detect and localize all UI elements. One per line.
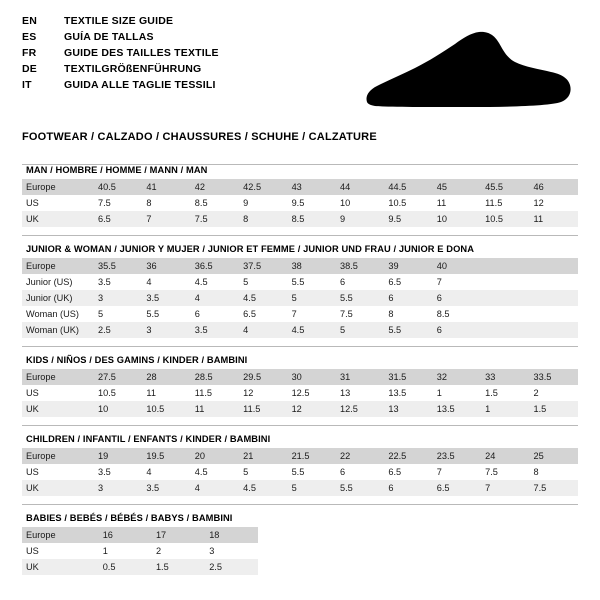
cell: 8.5	[194, 198, 208, 208]
language-title-list	[22, 14, 219, 93]
row-label: Junior (UK)	[22, 290, 94, 306]
table-row	[22, 195, 578, 211]
cell: 8	[146, 198, 152, 208]
cell: 4.5	[288, 322, 336, 338]
cell: 6	[339, 467, 346, 477]
cell: 2	[155, 546, 162, 556]
table-row	[22, 448, 578, 464]
cell: 20	[191, 448, 239, 464]
cell: 11.5	[194, 388, 212, 398]
cell: 6.5	[243, 309, 256, 319]
cell: 4	[191, 290, 239, 306]
cell: 10	[339, 198, 351, 208]
row-label: Europe	[22, 527, 99, 543]
cell: 25	[530, 448, 578, 464]
cell: 42.5	[239, 179, 287, 195]
cell: 45	[433, 179, 481, 195]
cell: 0.5	[99, 559, 152, 575]
cell	[530, 322, 578, 338]
cell-empty	[471, 559, 524, 575]
cell: 4	[146, 467, 152, 477]
cell: 10.5	[98, 388, 116, 398]
cell: 10	[94, 401, 142, 417]
size-table-kids	[22, 369, 578, 417]
cell-empty	[418, 527, 471, 543]
cell: 2.5	[205, 559, 258, 575]
cell: 5	[243, 467, 249, 477]
cell: 10.5	[481, 211, 529, 227]
cell-empty	[258, 559, 311, 575]
cell	[530, 274, 578, 290]
cell: 12.5	[291, 388, 310, 398]
language-code: FR	[22, 47, 37, 59]
cell: 43	[288, 179, 336, 195]
cell: 6.5	[388, 277, 402, 287]
row-label: Europe	[22, 258, 94, 274]
cell: 3.5	[142, 290, 190, 306]
row-label: US	[26, 546, 39, 556]
cell: 38	[288, 258, 336, 274]
cell	[481, 258, 529, 274]
language-code: DE	[22, 63, 37, 75]
language-row	[22, 30, 219, 45]
cell-empty	[418, 543, 471, 559]
cell: 1	[436, 388, 442, 398]
cell: 1	[102, 546, 108, 556]
cell: 11.5	[239, 401, 287, 417]
table-row	[22, 527, 578, 543]
cell: 7	[142, 211, 190, 227]
cell: 7	[436, 467, 442, 477]
row-label: US	[26, 467, 39, 477]
cell: 5.5	[336, 290, 384, 306]
cell	[530, 258, 578, 274]
cell-empty	[525, 559, 578, 575]
cell: 6	[433, 322, 481, 338]
cell: 19	[94, 448, 142, 464]
cell: 7.5	[339, 309, 353, 319]
cell: 30	[288, 369, 336, 385]
section-title: KIDS / NIÑOS / DES GAMINS / KINDER / BAMBINI	[22, 346, 578, 369]
cell: 1	[481, 401, 529, 417]
cell: 45.5	[481, 179, 529, 195]
cell: 11	[436, 198, 447, 208]
language-row	[22, 46, 219, 61]
language-code: IT	[22, 79, 32, 91]
cell: 32	[433, 369, 481, 385]
cell: 40.5	[94, 179, 142, 195]
cell: 5	[336, 322, 384, 338]
row-label: US	[26, 198, 39, 208]
table-row	[22, 322, 578, 338]
table-row	[22, 480, 578, 496]
cell: 41	[142, 179, 190, 195]
cell: 36.5	[191, 258, 239, 274]
cell: 36	[142, 258, 190, 274]
cell: 4.5	[239, 480, 287, 496]
cell: 5	[98, 309, 104, 319]
language-row	[22, 62, 219, 77]
cell	[530, 290, 578, 306]
cell: 4.5	[194, 277, 208, 287]
row-label: UK	[22, 401, 94, 417]
table-row	[22, 385, 578, 401]
cell: 5.5	[146, 309, 160, 319]
cell: 5	[288, 480, 336, 496]
cell: 2.5	[94, 322, 142, 338]
cell: 40	[433, 258, 481, 274]
row-label: UK	[22, 559, 99, 575]
cell: 42	[191, 179, 239, 195]
cell: 11	[530, 211, 578, 227]
cell-empty	[525, 543, 578, 559]
table-row	[22, 559, 578, 575]
language-title: GUIDA ALLE TAGLIE TESSILI	[64, 79, 216, 91]
cell: 7.5	[485, 467, 498, 477]
table-row	[22, 306, 578, 322]
cell: 22.5	[384, 448, 432, 464]
row-label: Woman (UK)	[22, 322, 94, 338]
cell-empty	[471, 527, 524, 543]
cell: 33	[481, 369, 529, 385]
cell: 5	[243, 277, 249, 287]
cell: 9.5	[384, 211, 432, 227]
cell: 27.5	[94, 369, 142, 385]
section-title: MAN / HOMBRE / HOMME / MANN / MAN	[26, 165, 208, 175]
cell-empty	[471, 543, 524, 559]
cell: 46	[530, 179, 578, 195]
cell: 3.5	[98, 467, 111, 477]
cell: 1.5	[530, 401, 578, 417]
language-title: TEXTILE SIZE GUIDE	[64, 15, 174, 27]
cell-empty	[258, 527, 311, 543]
cell: 5	[288, 290, 336, 306]
table-row	[22, 274, 578, 290]
cell: 37.5	[239, 258, 287, 274]
cell: 8.5	[436, 309, 450, 319]
cell: 7.5	[191, 211, 239, 227]
cell: 3	[142, 322, 190, 338]
size-table-children	[22, 448, 578, 496]
cell: 29.5	[239, 369, 287, 385]
cell: 23.5	[433, 448, 481, 464]
cell: 16	[99, 527, 152, 543]
cell: 5.5	[384, 322, 432, 338]
cell-empty	[365, 527, 418, 543]
cell: 1.5	[152, 559, 205, 575]
cell: 12.5	[336, 401, 384, 417]
section-title: JUNIOR & WOMAN / JUNIOR Y MUJER / JUNIOR ET FEMME / JUNIOR UND FRAU / JUNIOR E DONA	[22, 235, 578, 258]
row-label: US	[26, 388, 39, 398]
cell	[481, 306, 529, 322]
cell: 1.5	[485, 388, 498, 398]
row-label: Woman (US)	[26, 309, 79, 319]
cell: 8	[239, 211, 287, 227]
language-code: ES	[22, 31, 37, 43]
cell	[481, 274, 529, 290]
cell: 21	[239, 448, 287, 464]
document-header	[22, 14, 578, 120]
cell-empty	[312, 527, 365, 543]
cell-empty	[312, 543, 365, 559]
cell: 6	[194, 309, 200, 319]
cell: 5.5	[291, 277, 305, 287]
cell-empty	[365, 543, 418, 559]
section-junior-woman	[22, 235, 578, 338]
cell-empty	[365, 559, 418, 575]
table-row	[22, 464, 578, 480]
cell: 13.5	[433, 401, 481, 417]
cell: 33.5	[530, 369, 578, 385]
cell: 9.5	[291, 198, 305, 208]
cell: 11	[146, 388, 156, 398]
cell: 4.5	[194, 467, 208, 477]
cell	[481, 322, 529, 338]
cell: 38.5	[336, 258, 384, 274]
section-title: CHILDREN / INFANTIL / ENFANTS / KINDER / BAMBINI	[22, 425, 578, 448]
section-children	[22, 425, 578, 496]
dress-shoe-icon	[359, 28, 574, 120]
cell: 12	[533, 198, 544, 208]
table-row	[22, 401, 578, 417]
cell: 39	[384, 258, 432, 274]
cell: 19.5	[142, 448, 190, 464]
cell: 17	[152, 527, 205, 543]
cell: 5.5	[291, 467, 305, 477]
cell: 3.5	[98, 277, 111, 287]
cell: 8	[533, 467, 539, 477]
row-label: Europe	[22, 369, 94, 385]
cell: 6	[339, 277, 346, 287]
cell: 28.5	[191, 369, 239, 385]
cell: 22	[336, 448, 384, 464]
cell: 11.5	[485, 198, 503, 208]
cell: 13.5	[388, 388, 407, 398]
row-label: UK	[22, 480, 94, 496]
cell: 35.5	[94, 258, 142, 274]
section-title: BABIES / BEBÉS / BÉBÉS / BABYS / BAMBINI	[22, 504, 578, 527]
cell: 12	[288, 401, 336, 417]
cell: 6	[384, 480, 432, 496]
cell-empty	[418, 559, 471, 575]
cell: 44.5	[384, 179, 432, 195]
cell: 3.5	[142, 480, 190, 496]
cell: 4.5	[239, 290, 287, 306]
table-row	[22, 543, 578, 559]
cell: 6.5	[94, 211, 142, 227]
cell: 2	[533, 388, 539, 398]
table-row	[22, 258, 578, 274]
cell: 44	[336, 179, 384, 195]
language-row	[22, 78, 219, 93]
cell: 5.5	[336, 480, 384, 496]
cell: 8.5	[288, 211, 336, 227]
cell: 4	[239, 322, 287, 338]
row-label: Junior (US)	[26, 277, 73, 287]
cell: 10	[433, 211, 481, 227]
cell: 9	[336, 211, 384, 227]
cell: 4	[191, 480, 239, 496]
cell: 24	[481, 448, 529, 464]
cell: 7	[436, 277, 442, 287]
language-title: GUÍA DE TALLAS	[64, 31, 154, 43]
cell: 6.5	[388, 467, 402, 477]
cell: 18	[205, 527, 258, 543]
cell	[530, 306, 578, 322]
language-row	[22, 14, 219, 29]
language-code: EN	[22, 15, 37, 27]
cell: 3	[94, 480, 142, 496]
section-babies	[22, 504, 578, 575]
cell: 7.5	[98, 198, 111, 208]
cell: 12	[243, 388, 254, 398]
cell: 7	[291, 309, 297, 319]
table-row	[22, 179, 578, 195]
cell: 7.5	[530, 480, 578, 496]
cell: 31.5	[384, 369, 432, 385]
cell: 10.5	[388, 198, 407, 208]
language-title: TEXTILGRÖßENFÜHRUNG	[64, 63, 202, 75]
cell-empty	[258, 543, 311, 559]
cell: 9	[243, 198, 249, 208]
language-title: GUIDE DES TAILLES TEXTILE	[64, 47, 219, 59]
cell: 13	[384, 401, 432, 417]
cell: 8	[388, 309, 394, 319]
cell: 11	[191, 401, 239, 417]
cell: 3	[94, 290, 142, 306]
section-kids	[22, 346, 578, 417]
size-table-man	[22, 179, 578, 227]
row-label: UK	[22, 211, 94, 227]
category-line: FOOTWEAR / CALZADO / CHAUSSURES / SCHUHE / CALZATURE	[22, 131, 377, 143]
row-label: Europe	[22, 179, 94, 195]
cell: 6.5	[433, 480, 481, 496]
cell: 7	[481, 480, 529, 496]
cell: 6	[384, 290, 432, 306]
row-label: Europe	[22, 448, 94, 464]
cell-empty	[525, 527, 578, 543]
table-row	[22, 211, 578, 227]
table-row	[22, 369, 578, 385]
cell	[481, 290, 529, 306]
cell: 6	[433, 290, 481, 306]
cell: 3.5	[191, 322, 239, 338]
size-table-junior-woman	[22, 258, 578, 338]
section-man	[22, 164, 578, 227]
cell: 3	[209, 546, 215, 556]
cell: 10.5	[142, 401, 190, 417]
size-table-babies	[22, 527, 578, 575]
cell: 28	[142, 369, 190, 385]
cell: 4	[146, 277, 152, 287]
cell-empty	[312, 559, 365, 575]
table-row	[22, 290, 578, 306]
cell: 13	[339, 388, 351, 398]
cell: 31	[336, 369, 384, 385]
cell: 21.5	[288, 448, 336, 464]
